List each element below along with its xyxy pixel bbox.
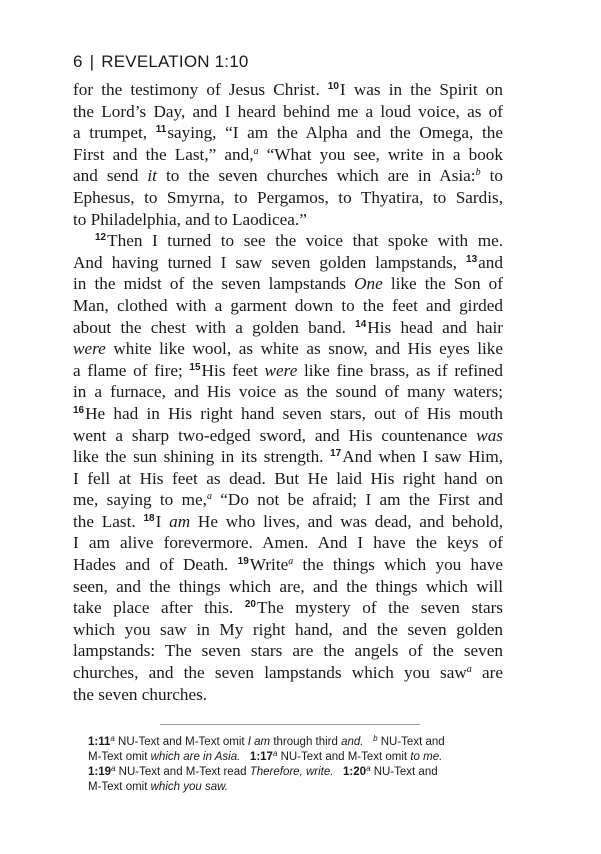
footnote-line: M-Text omit which are in Asia. 1:17$^a$ NU-Text and M-Text omit to me.: [88, 749, 443, 763]
footnote-ref: 1:20: [343, 766, 367, 778]
footnote-marker: b: [475, 167, 481, 179]
text-line: like the sun shining in its strength. $^{17}$And when I saw Him,: [73, 447, 503, 467]
verse-number: 18: [143, 512, 155, 524]
verse-number: 13: [466, 253, 478, 265]
text-line: me, saying to me,$^a$ “Do not be afraid; I am the First and: [73, 490, 503, 510]
text-line: And having turned I saw seven golden lampstands, $^{13}$and: [73, 252, 503, 272]
footnotes: [88, 735, 483, 795]
verse-number: 10: [327, 81, 339, 92]
running-header: [73, 52, 249, 72]
text-line: First and the Last,” and,$^a$ “What you see, write in a book: [73, 144, 503, 164]
text-line: the Lord’s Day, and I heard behind me a loud voice, as of: [73, 101, 503, 121]
footnote-marker: a: [206, 491, 212, 503]
verse-number: 19: [237, 556, 249, 568]
footnote-line: M-Text omit which you saw.: [88, 781, 228, 793]
text-line: I fell at His feet as dead. But He laid His right hand on: [73, 468, 503, 488]
verse-number: 14: [355, 318, 367, 330]
text-line: take place after this. $^{20}$The mystery of the seven stars: [73, 598, 503, 618]
footnote-ref: 1:19: [88, 766, 112, 778]
text-line: went a sharp two-edged sword, and His countenance was: [73, 425, 503, 445]
text-line: the seven churches.: [73, 684, 208, 704]
verse-number: 11: [155, 124, 167, 136]
footnote-marker: a: [253, 145, 259, 157]
text-line: and send it to the seven churches which are in Asia:$^b$ to: [73, 166, 503, 186]
verse-number: 17: [330, 448, 342, 460]
text-line: churches, and the seven lampstands which you saw$^a$ are: [73, 663, 503, 683]
page-number: 6: [73, 52, 83, 71]
footnote-line: 1:11$^a$ NU-Text and M-Text omit I am through third and. $^b$ NU-Text and: [88, 734, 445, 748]
scripture-text: [73, 79, 503, 705]
footnote-marker: a: [288, 556, 294, 568]
text-line: seen, and the things which are, and the things which will: [73, 576, 503, 596]
text-line: the Last. $^{18}$I am He who lives, and was dead, and behold,: [73, 511, 503, 531]
text-line: about the chest with a golden band. $^{14}$His head and hair: [73, 317, 504, 337]
verse-number: 16: [73, 404, 85, 416]
text-line: Ephesus, to Smyrna, to Pergamos, to Thyatira, to Sardis,: [73, 187, 503, 207]
verse-number: 12: [95, 232, 107, 244]
verse-number: 15: [189, 361, 201, 373]
text-line: Hades and of Death. $^{19}$Write$^a$ the things which you have: [73, 555, 504, 575]
text-line: to Philadelphia, and to Laodicea.”: [73, 209, 307, 229]
text-line: lampstands: The seven stars are the angels of the seven: [73, 641, 503, 661]
footnote-ref: 1:11: [88, 736, 111, 748]
running-head-title: REVELATION 1:10: [101, 52, 249, 71]
footnote-ref: 1:17: [249, 751, 273, 763]
text-line: in a furnace, and His voice as the sound of many waters;: [73, 382, 503, 402]
text-line: for the testimony of Jesus Christ. $^{10}$I was in the Spirit on: [73, 80, 503, 99]
footnote-marker: a: [466, 664, 472, 676]
text-line: in the midst of the seven lampstands One like the Son of: [73, 274, 503, 294]
verse-number: 20: [244, 599, 256, 611]
text-line: were white like wool, as white as snow, and His eyes like: [73, 339, 503, 359]
text-line: which you saw in My right hand, and the seven golden: [73, 619, 503, 639]
text-line: $^{16}$He had in His right hand seven stars, out of His mouth: [73, 403, 503, 423]
text-line: Man, clothed with a garment down to the feet and girded: [73, 295, 503, 315]
text-line: a flame of fire; $^{15}$His feet were like fine brass, as if refined: [73, 360, 503, 380]
text-line: $^{12}$Then I turned to see the voice that spoke with me.: [95, 231, 503, 251]
header-separator: |: [89, 52, 95, 71]
text-line: I am alive forevermore. Amen. And I have the keys of: [73, 533, 503, 553]
text-line: a trumpet, $^{11}$saying, “I am the Alpha and the Omega, the: [73, 123, 503, 143]
footnote-line: 1:19$^a$ NU-Text and M-Text read Therefore, write. 1:20$^a$ NU-Text and: [88, 764, 438, 778]
footnote-divider: [160, 724, 420, 725]
